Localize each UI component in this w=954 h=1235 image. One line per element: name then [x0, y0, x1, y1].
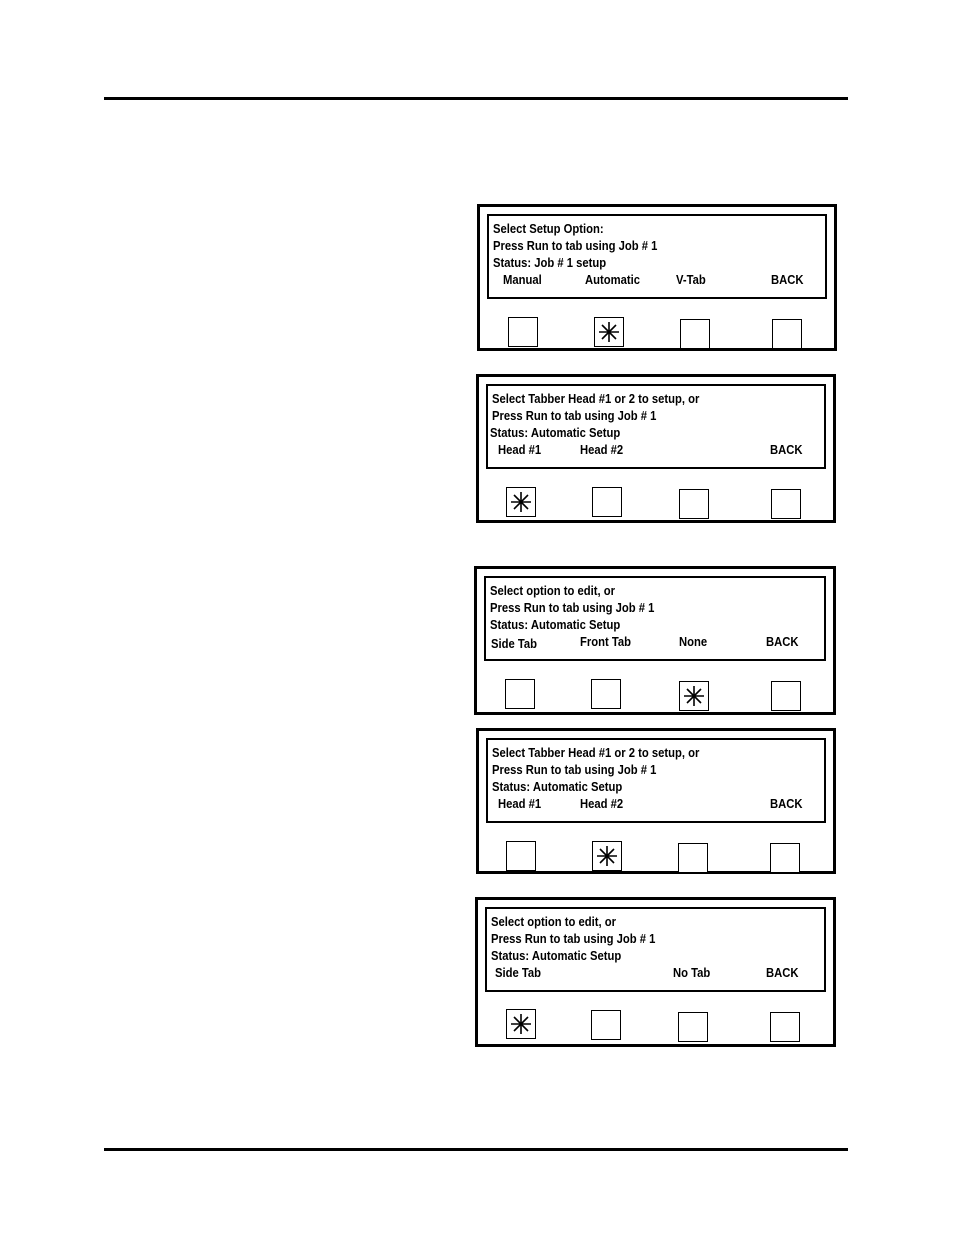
option-label-3: None — [679, 635, 708, 649]
asterisk-icon — [598, 321, 620, 343]
header-rule — [104, 97, 848, 100]
lcd-panel-tabber-head-2 — [476, 728, 836, 874]
soft-key-3[interactable] — [679, 681, 709, 711]
option-label-2: Head #2 — [580, 797, 624, 811]
soft-key-2[interactable] — [591, 679, 621, 709]
soft-key-4[interactable] — [772, 319, 802, 349]
lcd-panel-edit-option — [474, 566, 836, 715]
screen-line-2: Press Run to tab using Job # 1 — [490, 601, 655, 615]
lcd-screen — [484, 576, 826, 661]
lcd-panel-edit-option-2 — [475, 897, 836, 1047]
soft-key-1[interactable] — [508, 317, 538, 347]
footer-rule — [104, 1148, 848, 1151]
lcd-panel-tabber-head — [476, 374, 836, 523]
soft-key-2[interactable] — [592, 841, 622, 871]
lcd-screen — [487, 214, 827, 299]
lcd-panel-setup-option — [477, 204, 837, 351]
option-label-4: BACK — [771, 273, 804, 287]
asterisk-icon — [510, 491, 532, 513]
screen-line-1: Select Setup Option: — [493, 222, 604, 236]
soft-key-2[interactable] — [594, 317, 624, 347]
screen-line-1: Select Tabber Head #1 or 2 to setup, or — [492, 746, 700, 760]
soft-key-4[interactable] — [771, 489, 801, 519]
screen-line-2: Press Run to tab using Job # 1 — [492, 409, 657, 423]
soft-key-1[interactable] — [506, 1009, 536, 1039]
screen-line-2: Press Run to tab using Job # 1 — [492, 763, 657, 777]
soft-key-2[interactable] — [592, 487, 622, 517]
soft-key-3[interactable] — [679, 489, 709, 519]
screen-line-3: Status: Automatic Setup — [490, 618, 621, 632]
soft-key-3[interactable] — [678, 1012, 708, 1042]
soft-key-3[interactable] — [678, 843, 708, 873]
lcd-screen — [485, 907, 826, 992]
option-label-2: Head #2 — [580, 443, 624, 457]
option-label-3: No Tab — [673, 966, 711, 980]
asterisk-icon — [510, 1013, 532, 1035]
soft-key-4[interactable] — [770, 1012, 800, 1042]
option-label-2: Front Tab — [580, 635, 632, 649]
option-label-4: BACK — [766, 635, 799, 649]
option-label-4: BACK — [770, 797, 803, 811]
option-label-3: V-Tab — [676, 273, 706, 287]
soft-key-4[interactable] — [771, 681, 801, 711]
screen-line-1: Select Tabber Head #1 or 2 to setup, or — [492, 392, 700, 406]
lcd-screen — [486, 738, 826, 823]
screen-line-2: Press Run to tab using Job # 1 — [491, 932, 656, 946]
screen-line-1: Select option to edit, or — [491, 915, 617, 929]
option-label-4: BACK — [766, 966, 799, 980]
screen-line-3: Status: Automatic Setup — [491, 949, 622, 963]
option-label-1: Head #1 — [498, 443, 542, 457]
screen-line-2: Press Run to tab using Job # 1 — [493, 239, 658, 253]
soft-key-1[interactable] — [506, 841, 536, 871]
option-label-1: Side Tab — [491, 637, 538, 651]
asterisk-icon — [683, 685, 705, 707]
screen-line-3: Status: Job # 1 setup — [493, 256, 607, 270]
screen-line-3: Status: Automatic Setup — [490, 426, 621, 440]
asterisk-icon — [596, 845, 618, 867]
option-label-1: Manual — [503, 273, 542, 287]
option-label-4: BACK — [770, 443, 803, 457]
option-label-1: Head #1 — [498, 797, 542, 811]
soft-key-4[interactable] — [770, 843, 800, 873]
option-label-2: Automatic — [585, 273, 641, 287]
option-label-1: Side Tab — [495, 966, 542, 980]
soft-key-1[interactable] — [505, 679, 535, 709]
lcd-screen — [486, 384, 826, 469]
screen-line-3: Status: Automatic Setup — [492, 780, 623, 794]
soft-key-3[interactable] — [680, 319, 710, 349]
screen-line-1: Select option to edit, or — [490, 584, 616, 598]
soft-key-2[interactable] — [591, 1010, 621, 1040]
soft-key-1[interactable] — [506, 487, 536, 517]
